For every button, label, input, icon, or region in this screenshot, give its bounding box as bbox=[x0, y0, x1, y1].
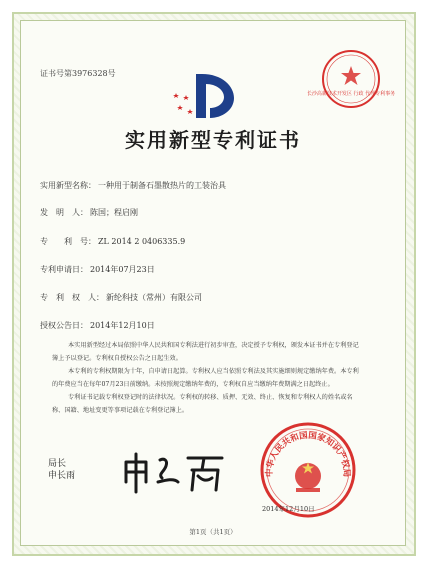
certificate-body-text bbox=[52, 340, 364, 418]
grant-date-row bbox=[40, 320, 155, 331]
page-footer: 第1页（共1页） bbox=[189, 528, 237, 536]
director-title: 局长 bbox=[48, 459, 67, 469]
utility-model-name-label: 实用新型名称： bbox=[40, 181, 96, 190]
patent-number-value: ZL 2014 2 0406335.9 bbox=[98, 237, 186, 246]
certificate-title: 实用新型专利证书 bbox=[125, 128, 301, 152]
body-paragraph: 本实用新型经过本局依照中华人民共和国专利法进行初步审查，决定授予专利权，颁发本证书并在专利登记簿上予以登记。专利权自授权公告之日起生效。 bbox=[52, 342, 359, 362]
patent-number-label: 专 利 号： bbox=[40, 237, 96, 246]
director-name: 申长雨 bbox=[48, 471, 76, 481]
filing-date-value: 2014年07月23日 bbox=[90, 265, 155, 274]
patentee-value: 新纶科技（常州）有限公司 bbox=[106, 293, 202, 302]
filing-date-row bbox=[40, 264, 155, 275]
utility-model-name-value: 一种用于制备石墨散热片的工装治具 bbox=[98, 181, 226, 190]
patentee-row bbox=[40, 292, 202, 303]
body-paragraph: 专利证书记载专利权登记时的法律状况。专利权的转移、质押、无效、终止、恢复和专利权人的姓名或名称、国籍、地址变更等事项记载在专利登记簿上。 bbox=[52, 394, 353, 414]
handwritten-signature-icon bbox=[118, 448, 228, 496]
utility-model-name-row bbox=[40, 180, 226, 191]
body-paragraph: 本专利的专利权期限为十年，自申请日起算。专利权人应当依照专利法及其实施细则规定缴纳年费。本专利的年费应当在每年07月23日前缴纳。未按照规定缴纳年费的，专利权自应当缴纳年费期满之日起终止。 bbox=[52, 368, 359, 388]
inventor-row bbox=[40, 207, 138, 218]
director-block bbox=[48, 458, 75, 482]
agency-seal-icon bbox=[306, 48, 396, 110]
inventor-label: 发 明 人： bbox=[40, 208, 88, 217]
official-seal-text: 中华人民共和国国家知识产权局 bbox=[264, 430, 352, 478]
grant-date-value: 2014年12月10日 bbox=[90, 321, 155, 330]
inventor-value: 陈国；程启刚 bbox=[90, 208, 138, 217]
certificate-number: 证书号第3976328号 bbox=[40, 69, 116, 78]
filing-date-label: 专利申请日： bbox=[40, 265, 88, 274]
patent-number-row bbox=[40, 236, 185, 247]
sipo-logo-icon bbox=[170, 70, 240, 120]
stamp-date: 2014年12月10日 bbox=[262, 505, 315, 513]
grant-date-label: 授权公告日： bbox=[40, 321, 88, 330]
agency-seal-text: 长沙高新技术开发区 行政 代理专利事务 bbox=[306, 91, 396, 97]
patentee-label: 专 利 权 人： bbox=[40, 293, 104, 302]
